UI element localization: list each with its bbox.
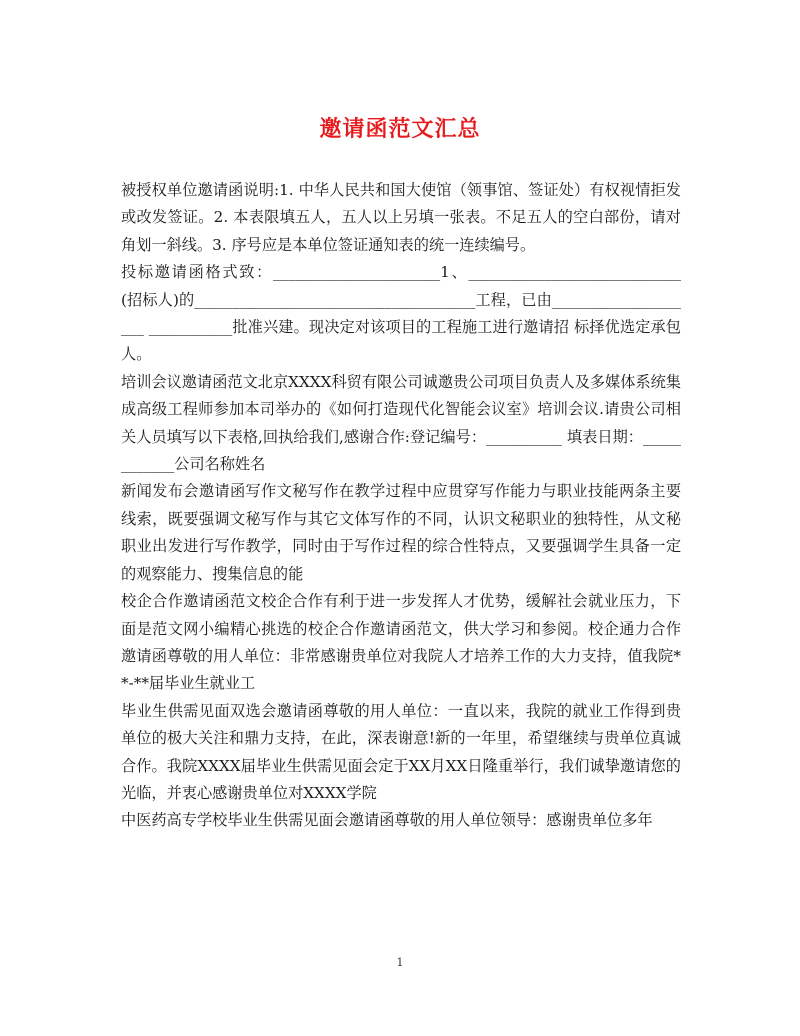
page-number: 1 <box>396 956 404 969</box>
document-body <box>121 177 681 835</box>
paragraph-authorization-notes: 被授权单位邀请函说明:1. 中华人民共和国大使馆（领事馆、签证处）有权视情拒发或改发签证。2. 本表限填五人，五人以上另填一张表。不足五人的空白部份，请对角划一斜线。3. 序号应是本单位签证通知表的统一连续编号。 <box>121 181 681 254</box>
paragraph-bid-invitation: 投标邀请函格式致：______________________1、____________________________(招标人)的_____________________________________工程，已由____________________ ___________批准兴建。现决定对该项目的工程施工进行邀请招 标择优选定承包人。 <box>121 263 681 364</box>
paragraph-medical-college: 中医药高专学校毕业生供需见面会邀请函尊敬的用人单位领导：感谢贵单位多年 <box>121 811 653 830</box>
document-title: 邀请函范文汇总 <box>319 116 481 142</box>
paragraph-press-conference: 新闻发布会邀请函写作文秘写作在教学过程中应贯穿写作能力与职业技能两条主要线索，既要强调文秘写作与其它文体写作的不同，认识文秘职业的独特性，从文秘职业出发进行写作教学，同时由于写作过程的综合性特点，又要强调学生具备一定的观察能力、搜集信息的能 <box>121 482 681 583</box>
paragraph-graduate-fair: 毕业生供需见面双选会邀请函尊敬的用人单位：一直以来，我院的就业工作得到贵单位的极大关注和鼎力支持，在此，深表谢意!新的一年里，希望继续与贵单位真诚合作。我院XXXX届毕业生供需见面会定于XX月XX日隆重举行，我们诚挚邀请您的光临，并衷心感谢贵单位对XXXX学院 <box>121 701 681 802</box>
paragraph-training-invitation: 培训会议邀请函范文北京XXXX科贸有限公司诚邀贵公司项目负责人及多媒体系统集成高级工程师参加本司举办的《如何打造现代化智能会议室》培训会议.请贵公司相关人员填写以下表格,回执给我们,感谢合作:登记编号：__________ 填表日期：____________公司名称姓名 <box>121 372 681 474</box>
paragraph-school-enterprise: 校企合作邀请函范文校企合作有利于进一步发挥人才优势，缓解社会就业压力，下面是范文网小编精心挑选的校企合作邀请函范文，供大学习和参阅。校企通力合作邀请函尊敬的用人单位：非常感谢贵单位对我院人才培养工作的大力支持，值我院**-**届毕业生就业工 <box>121 592 681 693</box>
